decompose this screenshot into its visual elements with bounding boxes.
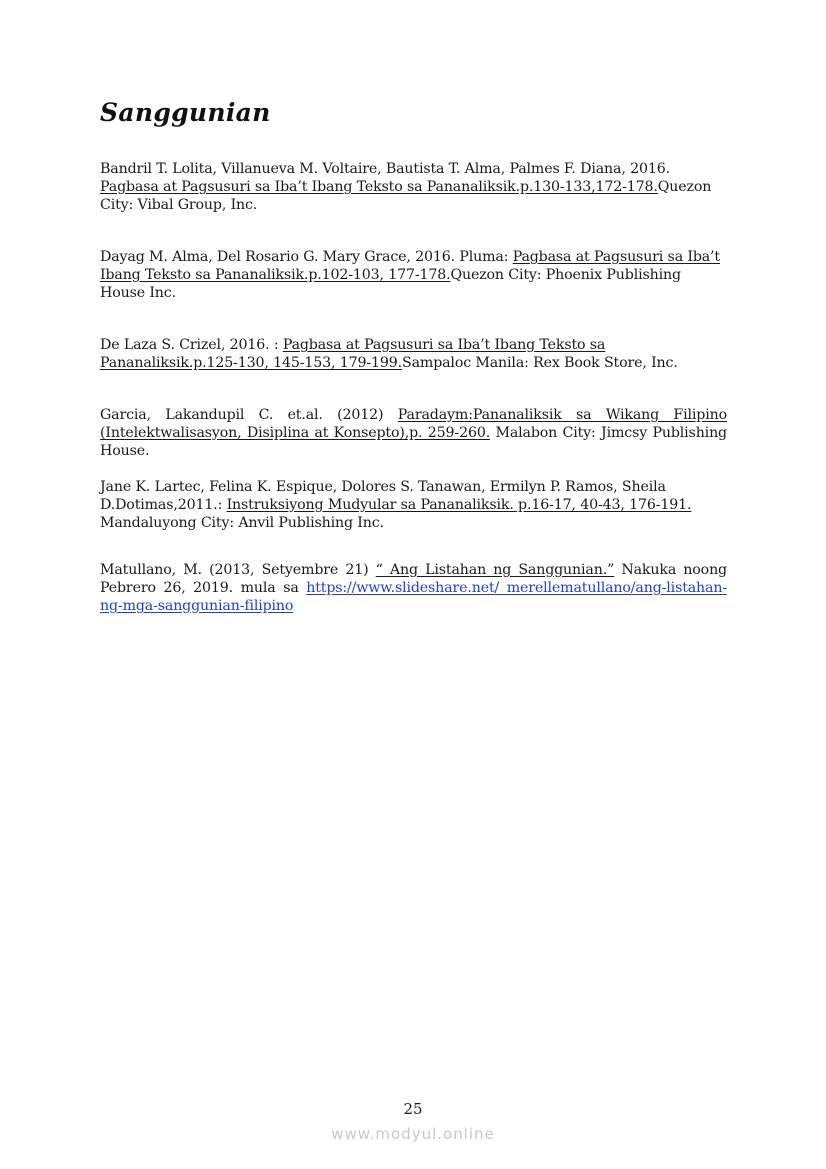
reference-authors: Matullano, M. (2013, Setyembre 21) xyxy=(100,562,376,578)
reference-title: Paradaym:Pananaliksik sa Wikang Filipino (Intelektwalisasyon, Disiplina at Konsepto),p. 259-260. xyxy=(100,407,727,441)
reference-title: Pagbasa at Pagsusuri sa Iba’t Ibang Teksto sa Pananaliksik.p.125-130, 145-153, 179-199. xyxy=(100,337,606,371)
reference-authors: Garcia, Lakandupil C. et.al. (2012) xyxy=(100,407,398,423)
reference-title: Pagbasa at Pagsusuri sa Iba’t Ibang Teksto sa Pananaliksik.p.130-133,172-178. xyxy=(100,179,658,195)
reference-url-link[interactable]: https://www.slideshare.net/ merellematullano/ang-listahan-ng-mga-sanggunian-filipino xyxy=(100,580,727,614)
reference-publisher: Sampaloc Manila: Rex Book Store, Inc. xyxy=(402,355,678,371)
page-number: 25 xyxy=(403,1100,423,1118)
reference-entry xyxy=(100,561,727,615)
reference-authors: Jane K. Lartec, Felina K. Espique, Dolores S. Tanawan, Ermilyn P. Ramos, Sheila D.Dotimas,2011.: xyxy=(100,479,666,513)
reference-title: Instruksiyong Mudyular sa Pananaliksik. p.16-17, 40-43, 176-191. xyxy=(226,497,692,513)
reference-authors: De Laza S. Crizel, 2016. : xyxy=(100,337,283,353)
reference-authors: Bandril T. Lolita, Villanueva M. Voltaire, Bautista T. Alma, Palmes F. Diana, 2016. xyxy=(100,161,670,177)
page-heading: Sanggunian xyxy=(100,98,271,127)
reference-authors: Dayag M. Alma, Del Rosario G. Mary Grace, 2016. Pluma: xyxy=(100,249,513,265)
reference-publisher: Quezon City: Phoenix Publishing House Inc. xyxy=(100,267,681,301)
reference-publisher: Quezon City: Vibal Group, Inc. xyxy=(100,179,712,213)
reference-entry xyxy=(100,248,727,302)
watermark: www.modyul.online xyxy=(331,1125,495,1143)
reference-entry xyxy=(100,336,727,372)
reference-retrieved: Nakuka noong Pebrero 26, 2019. mula sa xyxy=(100,562,727,596)
reference-title: Pagbasa at Pagsusuri sa Iba’t Ibang Teksto sa Pananaliksik.p.102-103, 177-178. xyxy=(100,249,720,283)
reference-publisher: Malabon City: Jimcsy Publishing House. xyxy=(100,425,727,459)
reference-publisher: Mandaluyong City: Anvil Publishing Inc. xyxy=(100,515,384,531)
reference-entry xyxy=(100,160,727,214)
reference-entry xyxy=(100,406,727,460)
reference-entry xyxy=(100,478,727,532)
reference-title: “ Ang Listahan ng Sanggunian.” xyxy=(375,562,615,578)
